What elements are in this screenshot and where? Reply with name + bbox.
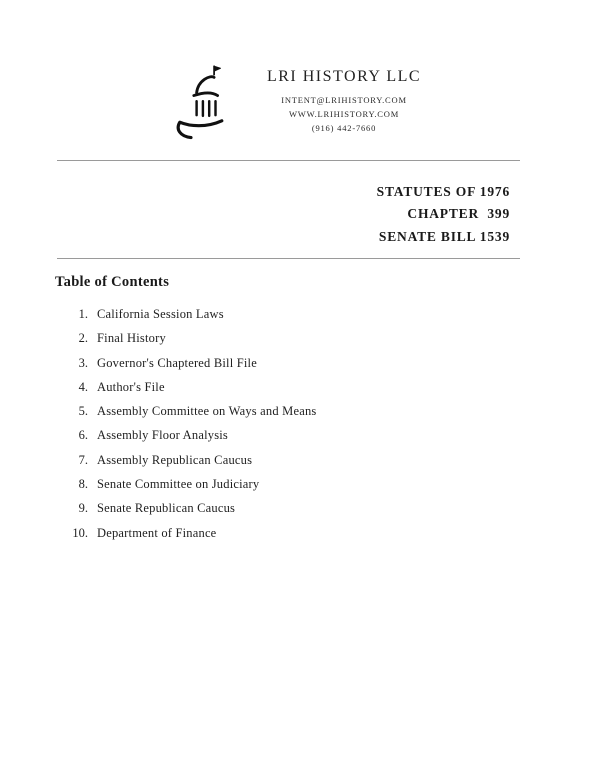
chapter-line: CHAPTER 399 bbox=[407, 206, 510, 222]
company-email: INTENT@LRIHISTORY.COM bbox=[281, 95, 407, 105]
toc-item-label: Senate Republican Caucus bbox=[97, 501, 236, 516]
toc-item-label: Assembly Committee on Ways and Means bbox=[97, 404, 317, 419]
toc-item-label: Assembly Floor Analysis bbox=[97, 428, 228, 443]
toc-list bbox=[60, 307, 316, 550]
toc-item-number: 9. bbox=[78, 501, 88, 516]
toc-item-label: Assembly Republican Caucus bbox=[97, 452, 253, 467]
divider-top bbox=[57, 160, 520, 161]
toc-title: Table of Contents bbox=[55, 274, 170, 290]
toc-item bbox=[60, 428, 316, 452]
toc-item-number: 1. bbox=[78, 307, 88, 321]
toc-item bbox=[60, 501, 316, 525]
toc-item-label: Governor's Chaptered Bill File bbox=[97, 355, 257, 370]
toc-item bbox=[60, 380, 316, 404]
toc-item bbox=[60, 526, 316, 550]
toc-item-label: Final History bbox=[97, 331, 166, 346]
toc-item bbox=[60, 404, 316, 428]
toc-item-label: California Session Laws bbox=[97, 307, 224, 321]
capitol-sketch-logo-icon bbox=[169, 62, 241, 146]
statute-citation bbox=[377, 181, 510, 248]
toc-item bbox=[60, 453, 316, 477]
toc-item-label: Department of Finance bbox=[97, 525, 217, 540]
toc-item bbox=[60, 331, 316, 355]
company-website: WWW.LRIHISTORY.COM bbox=[288, 109, 400, 120]
toc-item bbox=[60, 307, 316, 331]
toc-item-number: 3. bbox=[78, 355, 88, 370]
toc-item-number: 5. bbox=[78, 404, 88, 419]
toc-item bbox=[60, 477, 316, 501]
toc-item-label: Senate Committee on Judiciary bbox=[97, 477, 260, 492]
page-header bbox=[0, 62, 600, 146]
toc-item-number: 6. bbox=[78, 428, 88, 443]
toc-item-number: 8. bbox=[78, 477, 88, 492]
company-phone: (916) 442-7660 bbox=[311, 123, 377, 134]
senate-bill-line: SENATE BILL 1539 bbox=[378, 228, 510, 244]
toc-item bbox=[60, 356, 316, 380]
toc-item-number: 10. bbox=[72, 525, 88, 540]
statutes-year-line: STATUTES OF 1976 bbox=[376, 184, 510, 199]
toc-item-label: Author's File bbox=[97, 379, 165, 394]
toc-item-number: 4. bbox=[78, 379, 88, 394]
toc-item-number: 7. bbox=[78, 452, 88, 467]
company-name: LRI HISTORY LLC bbox=[266, 68, 422, 85]
toc-item-number: 2. bbox=[78, 331, 88, 346]
divider-bottom bbox=[57, 258, 520, 259]
